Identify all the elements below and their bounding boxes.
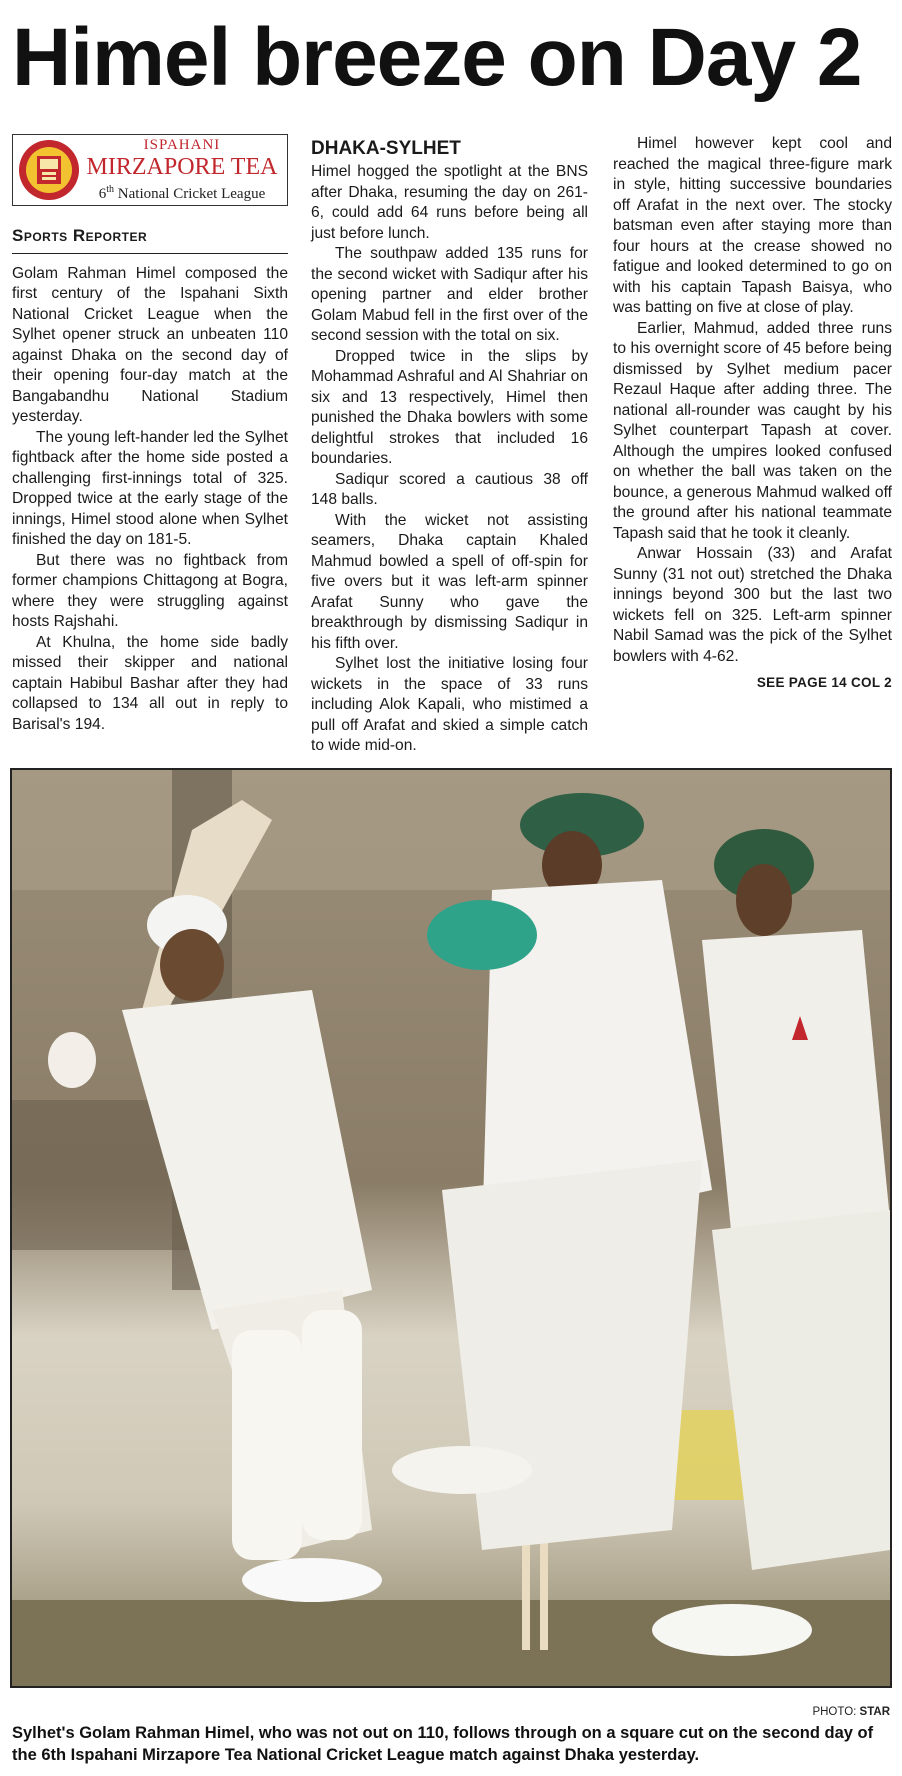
sponsor-logo-box bbox=[12, 134, 288, 206]
byline: Sports Reporter bbox=[12, 226, 288, 254]
cricket-photo bbox=[10, 768, 892, 1688]
column-3 bbox=[613, 134, 892, 694]
column-1 bbox=[12, 134, 288, 735]
paragraph: The young left-hander led the Sylhet fightback after the home side posted a challenging first-innings total of 325. Dropped twice at the early stage of the innings, Himel stood alone when Sylhet finished the day on 181-5. bbox=[12, 428, 288, 548]
league-suffix: th bbox=[106, 183, 115, 195]
league-ordinal: 6 bbox=[98, 185, 107, 202]
sponsor-logo-text bbox=[81, 137, 283, 204]
column-2 bbox=[311, 138, 588, 757]
headline: Himel breeze on Day 2 bbox=[12, 12, 862, 103]
credit-source: STAR bbox=[859, 1706, 890, 1718]
credit-label: PHOTO: bbox=[812, 1706, 857, 1718]
section-subhead: DHAKA-SYLHET bbox=[311, 138, 461, 159]
paragraph: With the wicket not assisting seamers, Dhaka captain Khaled Mahmud bowled a spell of off-spin for five overs but it was left-arm spinner Arafat Sunny who gave the breakthrough by dismissing Sadiqur in his fifth over. bbox=[311, 511, 588, 652]
paragraph: Sylhet lost the initiative losing four wickets in the space of 33 runs including Alok Kapali, who mistimed a pull off Arafat and skied a simple catch to wide mid-on. bbox=[311, 655, 588, 754]
paragraph: The southpaw added 135 runs for the second wicket with Sadiqur after his opening partner and elder brother Golam Mabud fell in the first over of the second session with the total on six. bbox=[311, 245, 588, 344]
logo-league bbox=[81, 180, 283, 204]
league-name: National Cricket League bbox=[117, 185, 266, 202]
paragraph: Golam Rahman Himel composed the first century of the Ispahani Sixth National Cricket League when the Sylhet opener struck an unbeaten 110 against Dhaka on the second day of their opening four-day match at the Bangabandhu National Stadium yesterday. bbox=[12, 264, 288, 425]
paragraph: Sadiqur scored a cautious 38 off 148 balls. bbox=[311, 470, 588, 508]
photo-credit bbox=[812, 1706, 890, 1718]
photo-caption: Sylhet's Golam Rahman Himel, who was not out on 110, follows through on a square cut on the second day of the 6th Ispahani Mirzapore Tea National Cricket League match against Dhaka yesterday. bbox=[12, 1724, 874, 1764]
logo-name: MIRZAPORE TEA bbox=[86, 153, 278, 180]
continuation-note: SEE PAGE 14 COL 2 bbox=[756, 675, 892, 690]
paragraph: At Khulna, the home side badly missed their skipper and national captain Habibul Bashar after they had collapsed to 134 all out in reply to Barisal's 194. bbox=[12, 633, 288, 733]
cricket-photo-illustration bbox=[12, 770, 890, 1686]
mirzapore-seal-icon bbox=[17, 138, 81, 202]
logo-brand: ISPAHANI bbox=[143, 136, 221, 153]
paragraph: Dropped twice in the slips by Mohammad Ashraful and Al Shahriar on six and 13 respectively, Himel then punished the Dhaka bowlers with some delightful strokes that included 16 boundaries. bbox=[311, 347, 588, 467]
paragraph: Himel hogged the spotlight at the BNS after Dhaka, resuming the day on 261-6, could add 64 runs before being all just before lunch. bbox=[311, 163, 588, 242]
paragraph: But there was no fightback from former champions Chittagong at Bogra, where they were struggling against hosts Rajshahi. bbox=[12, 551, 288, 630]
paragraph: Earlier, Mahmud, added three runs to his overnight score of 45 before being dismissed by Sylhet medium pacer Rezaul Haque after adding three. The national all-rounder was caught by his Sylhet counterpart Tapash at cover. Although the umpires looked confused on whether the ball was taken on the bounce, a generous Mahmud walked off the ground after his national teammate Tapash said that he took it cleanly. bbox=[613, 319, 892, 542]
paragraph: Himel however kept cool and reached the magical three-figure mark in style, hitting successive boundaries off Arafat in the next over. The stocky batsman even after staying more than four hours at the crease showed no fatigue and looked determined to go on with his captain Tapash Baisya, who was batting on five at close of play. bbox=[613, 135, 892, 316]
paragraph: Anwar Hossain (33) and Arafat Sunny (31 not out) stretched the Dhaka innings beyond 300 but the last two wickets fell on 325. Left-arm spinner Nabil Samad was the pick of the Sylhet bowlers with 4-62. bbox=[613, 545, 892, 665]
